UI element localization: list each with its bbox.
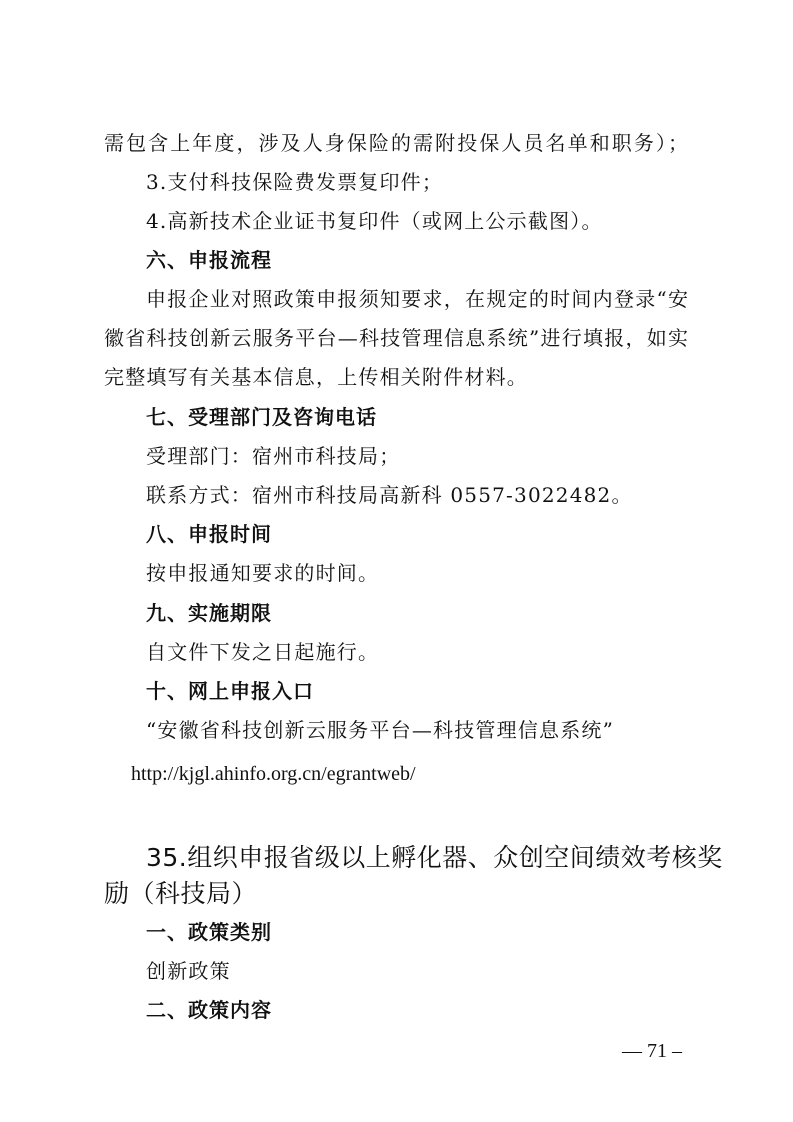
item-35-title-line-2: 励（科技局） (104, 879, 258, 908)
section-heading-7: 七、受理部门及咨询电话 (146, 405, 377, 429)
accepting-department: 受理部门：宿州市科技局； (146, 444, 401, 468)
section-heading-10: 十、网上申报入口 (146, 679, 314, 703)
subsection-heading-2: 二、政策内容 (146, 998, 272, 1022)
paragraph-6-line-1: 申报企业对照政策申报须知要求，在规定的时间内登录“安 (146, 287, 688, 311)
body-line-continued: 需包含上年度，涉及人身保险的需附投保人员名单和职务）； (104, 131, 688, 155)
section-heading-9: 九、实施期限 (146, 601, 272, 625)
subsection-heading-1: 一、政策类别 (146, 920, 272, 944)
contact-info: 联系方式：宿州市科技局高新科 0557-3022482。 (146, 483, 633, 507)
section-heading-6: 六、申报流程 (146, 248, 272, 272)
paragraph-6-line-3: 完整填写有关基本信息，上传相关附件材料。 (104, 365, 528, 389)
item-35-title-line-1: 35.组织申报省级以上孵化器、众创空间绩效考核奖 (146, 843, 723, 872)
implementation-period: 自文件下发之日起施行。 (146, 640, 380, 664)
policy-category: 创新政策 (146, 959, 231, 983)
application-url: http://kjgl.ahinfo.org.cn/egrantweb/ (131, 763, 416, 785)
section-heading-8: 八、申报时间 (146, 522, 272, 546)
platform-name: “安徽省科技创新云服务平台—科技管理信息系统” (146, 718, 615, 742)
paragraph-6-line-2: 徽省科技创新云服务平台—科技管理信息系统”进行填报，如实 (104, 326, 688, 350)
application-time: 按申报通知要求的时间。 (146, 561, 380, 585)
page-number: — 71 – (622, 1040, 682, 1062)
list-item-3: 3.支付科技保险费发票复印件； (146, 170, 444, 194)
list-item-4: 4.高新技术企业证书复印件（或网上公示截图）。 (146, 209, 603, 233)
